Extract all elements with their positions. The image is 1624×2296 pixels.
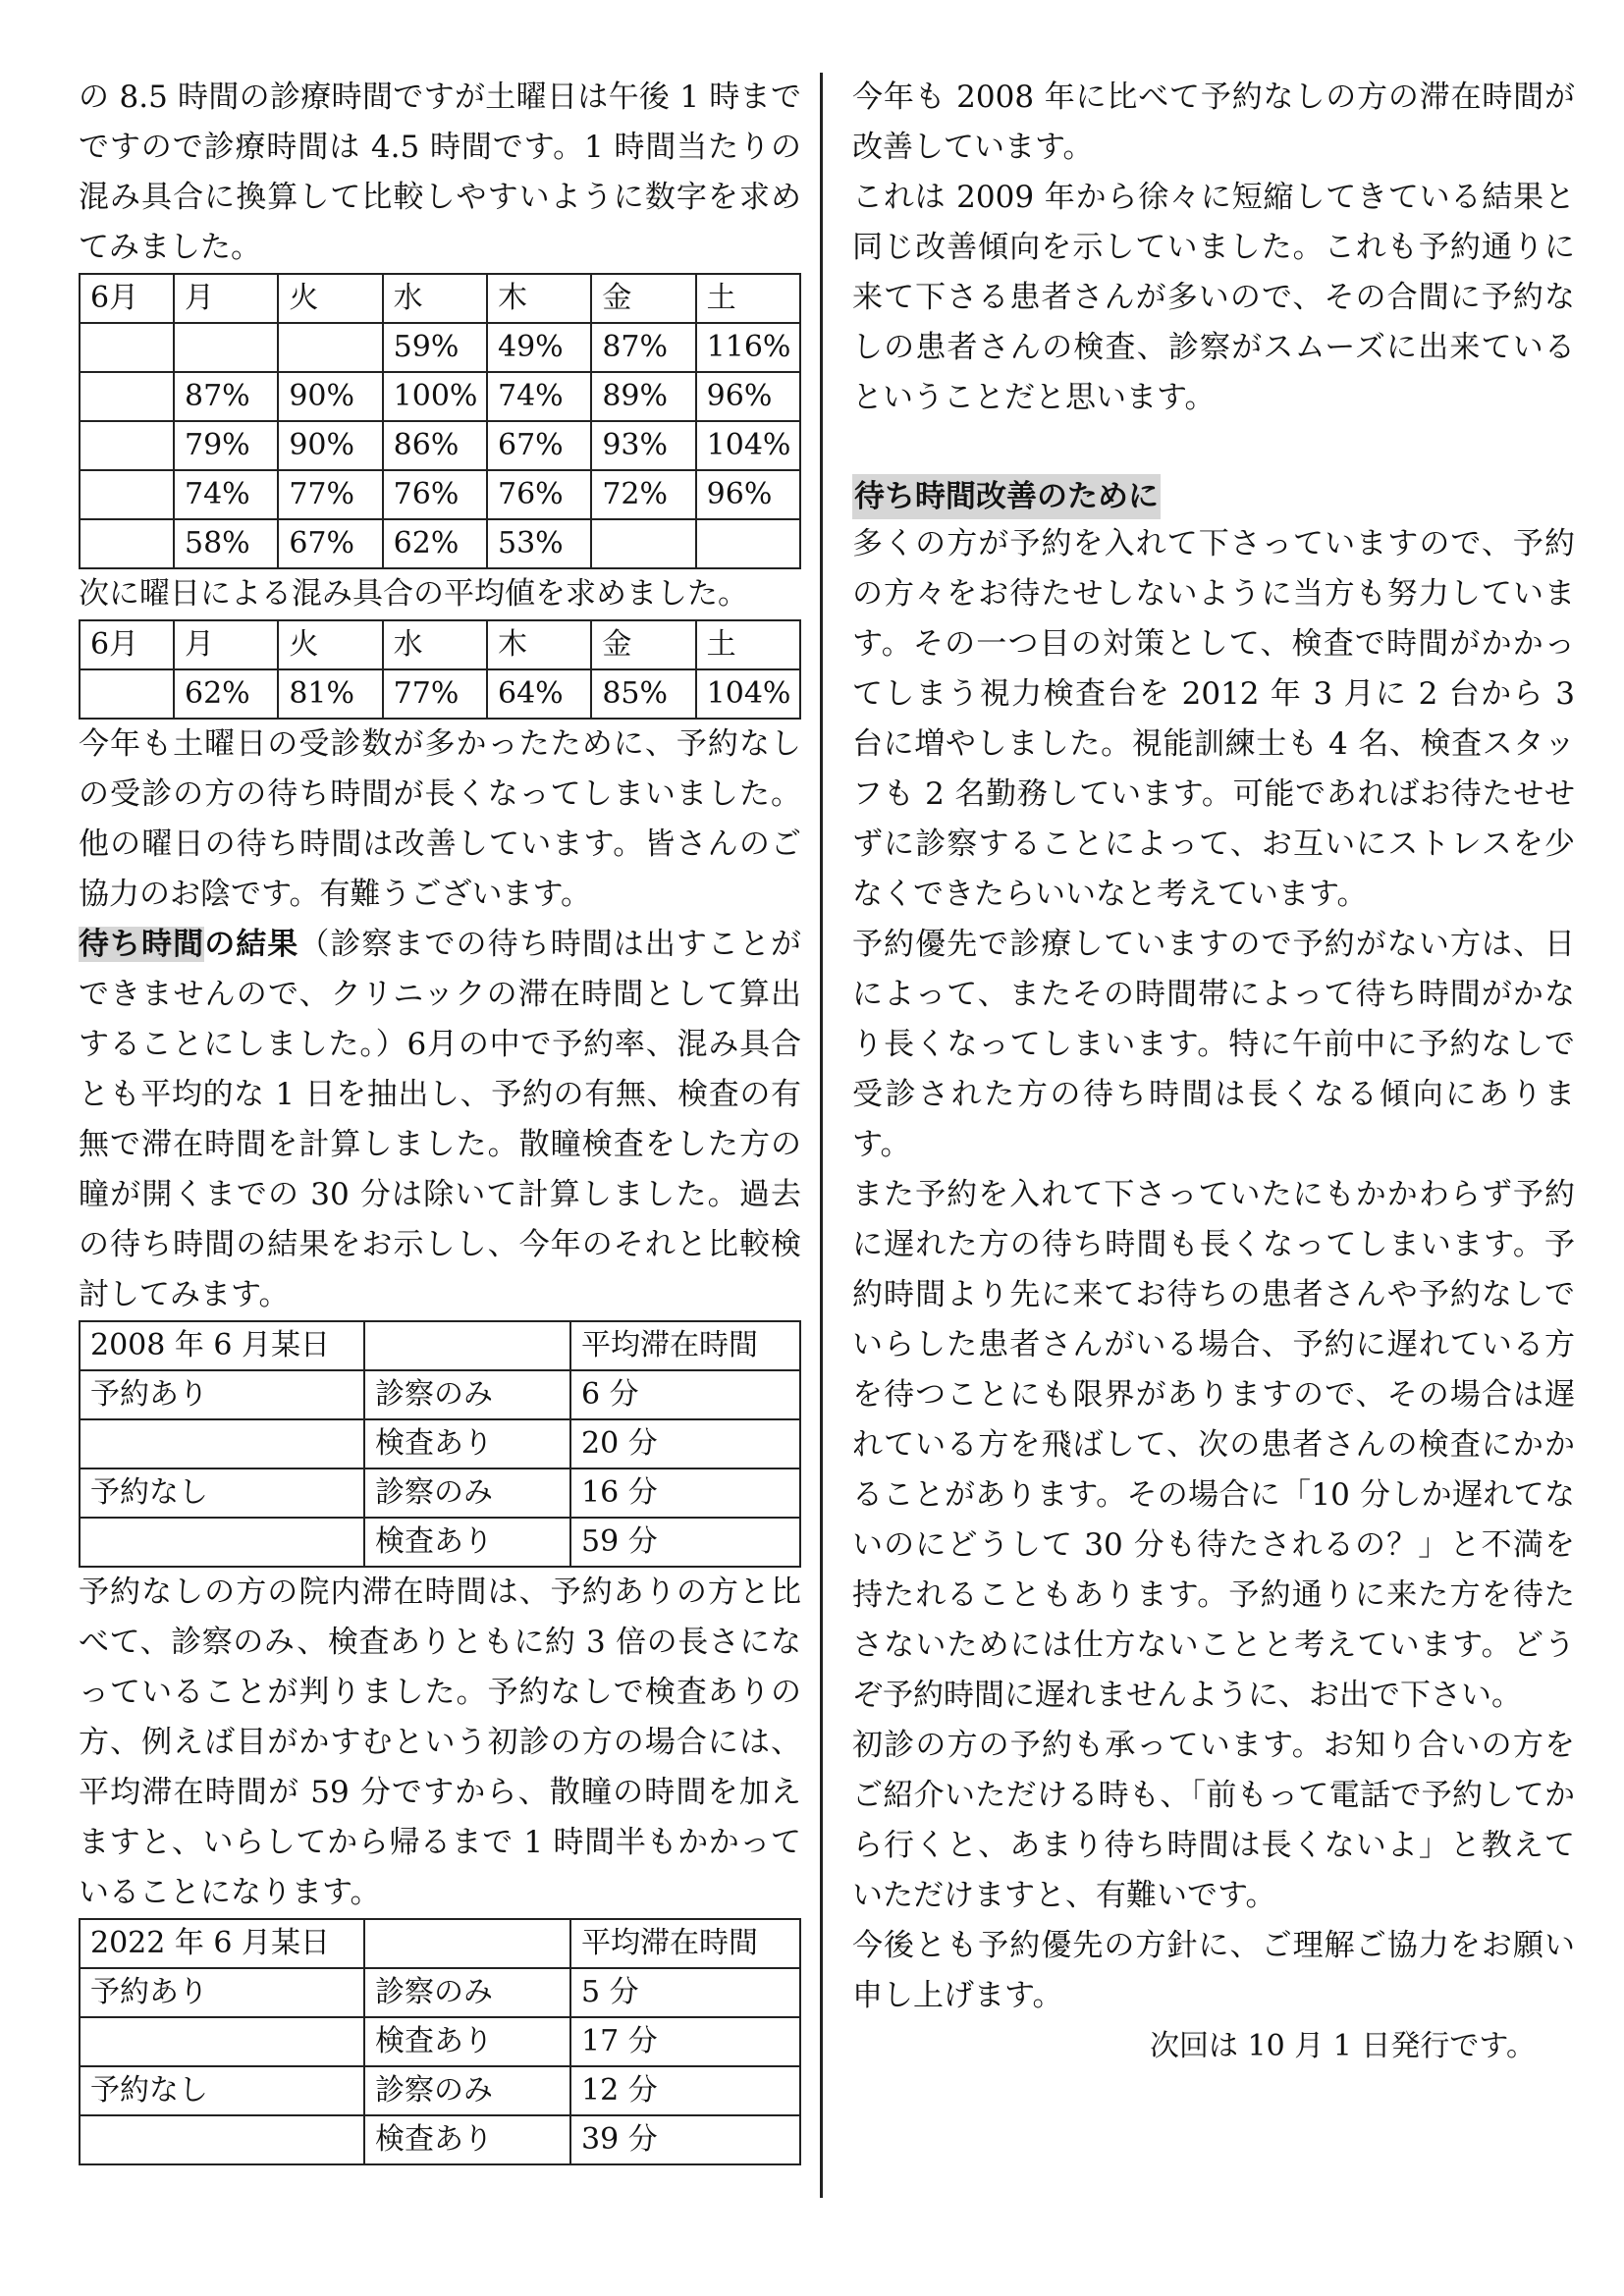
table-cell: 20 分 [570, 1419, 800, 1468]
table-cell: 水 [383, 274, 487, 323]
table-cell: 87% [174, 372, 278, 421]
table-cell: 96% [696, 470, 800, 519]
table-cell: 木 [487, 274, 591, 323]
congestion-table [79, 273, 801, 569]
intro-paragraph: の 8.5 時間の診療時間ですが土曜日は午後 1 時までですので診療時間は 4.5 時間です。1 時間当たりの混み具合に換算して比較しやすいように数字を求めてみました。 [79, 80, 801, 265]
table-cell [80, 519, 174, 568]
table-row [80, 669, 800, 719]
table-cell: 6月 [80, 620, 174, 669]
table-cell [80, 669, 174, 719]
table-cell [80, 421, 174, 470]
table-cell: 79% [174, 421, 278, 470]
table-cell: 39 分 [570, 2115, 800, 2164]
table-cell: 90% [278, 372, 382, 421]
table-cell: 86% [383, 421, 487, 470]
table-row [80, 2115, 800, 2164]
table-cell: 金 [591, 620, 695, 669]
table-cell: 検査あり [364, 2115, 570, 2164]
table-cell: 5 分 [570, 1968, 800, 2017]
average-table [79, 619, 801, 720]
table-cell: 59 分 [570, 1518, 800, 1567]
table-cell: 17 分 [570, 2017, 800, 2066]
table-cell: 62% [383, 519, 487, 568]
table-2008 [79, 1320, 801, 1568]
table-cell: 74% [174, 470, 278, 519]
table-cell: 77% [278, 470, 382, 519]
table-row [80, 323, 800, 372]
table-cell [80, 2017, 364, 2066]
table-cell: 87% [591, 323, 695, 372]
right-paragraph-7: 今後とも予約優先の方針に、ご理解ご協力をお願い申し上げます。 [852, 1928, 1575, 2013]
saturday-paragraph: 今年も土曜日の受診数が多かったために、予約なしの受診の方の待ち時間が長くなってしまいました。他の曜日の待ち時間は改善しています。皆さんのご協力のお陰です。有難うございます。 [79, 726, 801, 912]
next-issue-note: 次回は 10 月 1 日発行です。 [1149, 2029, 1536, 2063]
table-cell: 月 [174, 274, 278, 323]
table-cell: 53% [487, 519, 591, 568]
table-cell: 104% [696, 669, 800, 719]
table-cell: 100% [383, 372, 487, 421]
table-cell [174, 323, 278, 372]
table-cell: 89% [591, 372, 695, 421]
table-cell: 96% [696, 372, 800, 421]
section-heading-text: 待ち時間改善のために [852, 474, 1161, 519]
table-cell: 土 [696, 274, 800, 323]
table-cell [364, 1321, 570, 1370]
table-cell: 検査あり [364, 1518, 570, 1567]
right-paragraph-3: 多くの方が予約を入れて下さっていますので、予約の方々をお待たせしないように当方も努力しています。その一つ目の対策として、検査で時間がかかってしまう視力検査台を 2012 年 3 月に 2 台から 3 台に増やしました。視能訓練士も 4 名、検査スタッフも 2 名勤務しています。可能であればお待たせせずに診察することによって、お互いにストレスを少なくできたらいいなと考えています。 [852, 526, 1575, 912]
right-paragraph-5: また予約を入れて下さっていたにもかかわらず予約に遅れた方の待ち時間も長くなってしまいます。予約時間より先に来てお待ちの患者さんや予約なしでいらした患者さんがいる場合、予約に遅れている方を待つことにも限界がありますので、その場合は遅れている方を飛ばして、次の患者さんの検査にかかることがあります。その場合に「10 分しか遅れてないのにどうして 30 分も待たされるの？」と不満を持たれることもあります。予約通りに来た方を待たさないためには仕方ないことと考えています。どうぞ予約時間に遅れませんように、お出で下さい。 [852, 1177, 1575, 1713]
table-cell: 16 分 [570, 1468, 800, 1518]
table-cell: 診察のみ [364, 2066, 570, 2115]
right-paragraph-4: 予約優先で診療していますので予約がない方は、日によって、またその時間帯によって待ち時間がかなり長くなってしまいます。特に午前中に予約なしで受診された方の待ち時間は長くなる傾向にあります。 [852, 927, 1575, 1162]
table-cell: 64% [487, 669, 591, 719]
wait-result-text: （診察までの待ち時間は出すことができませんので、クリニックの滞在時間として算出することにしました。）6月の中で予約率、混み具合とも平均的な 1 日を抽出し、予約の有無、検査の有無で滞在時間を計算しました。散瞳検査をした方の瞳が開くまでの 30 分は除いて計算しました。過去の待ち時間の結果をお示しし、今年のそれと比較検討してみます。 [79, 927, 802, 1312]
table-cell: 49% [487, 323, 591, 372]
table-cell: 72% [591, 470, 695, 519]
table-cell [80, 1419, 364, 1468]
table-cell: 診察のみ [364, 1968, 570, 2017]
wait-result-highlight: 待ち時間 [79, 927, 205, 962]
table-cell: 6月 [80, 274, 174, 323]
table-header-row [80, 620, 800, 669]
table-row [80, 2017, 800, 2066]
table-header-row [80, 1321, 800, 1370]
table-cell: 2022 年 6 月某日 [80, 1919, 364, 1968]
table-cell [696, 519, 800, 568]
table-cell: 93% [591, 421, 695, 470]
table-header-row [80, 274, 800, 323]
table-cell: 診察のみ [364, 1468, 570, 1518]
table-cell: 火 [278, 274, 382, 323]
table-cell: 67% [278, 519, 382, 568]
table-cell [80, 323, 174, 372]
table-row [80, 1419, 800, 1468]
table-cell [80, 372, 174, 421]
table-cell: 67% [487, 421, 591, 470]
table-cell [80, 1518, 364, 1567]
table-cell [80, 2115, 364, 2164]
right-paragraph-1: 今年も 2008 年に比べて予約なしの方の滞在時間が改善しています。 [852, 80, 1575, 165]
table-cell: 62% [174, 669, 278, 719]
table-cell: 金 [591, 274, 695, 323]
table-row [80, 372, 800, 421]
table-cell: 平均滞在時間 [570, 1321, 800, 1370]
table-cell: 116% [696, 323, 800, 372]
table-cell: 平均滞在時間 [570, 1919, 800, 1968]
table-cell: 59% [383, 323, 487, 372]
table-header-row [80, 1919, 800, 1968]
table-cell: 77% [383, 669, 487, 719]
table-cell: 76% [487, 470, 591, 519]
table-row [80, 1468, 800, 1518]
table-cell: 月 [174, 620, 278, 669]
table-cell: 木 [487, 620, 591, 669]
compare-paragraph: 予約なしの方の院内滞在時間は、予約ありの方と比べて、診察のみ、検査ありともに約 3 倍の長さになっていることが判りました。予約なしで検査ありの方、例えば目がかすむという初診の方の場合には、平均滞在時間が 59 分ですから、散瞳の時間を加えますと、いらしてから帰るまで 1 時間半もかかっていることになります。 [79, 1575, 801, 1910]
table-cell: 90% [278, 421, 382, 470]
table-cell: 74% [487, 372, 591, 421]
table-cell [591, 519, 695, 568]
table-cell: 土 [696, 620, 800, 669]
right-column [852, 73, 1575, 2071]
table-row [80, 1968, 800, 2017]
table-row [80, 2066, 800, 2115]
table-cell: 診察のみ [364, 1370, 570, 1419]
table-cell: 81% [278, 669, 382, 719]
section-heading [852, 474, 1575, 519]
table-cell: 予約なし [80, 1468, 364, 1518]
table-row [80, 519, 800, 568]
table-cell: 58% [174, 519, 278, 568]
average-intro: 次に曜日による混み具合の平均値を求めました。 [79, 576, 748, 612]
table-cell: 12 分 [570, 2066, 800, 2115]
table-row [80, 1370, 800, 1419]
table-cell [278, 323, 382, 372]
table-cell: 予約あり [80, 1370, 364, 1419]
table-row [80, 1518, 800, 1567]
table-cell: 火 [278, 620, 382, 669]
table-cell: 6 分 [570, 1370, 800, 1419]
table-cell: 予約あり [80, 1968, 364, 2017]
wait-result-bold: の結果 [204, 927, 299, 962]
table-cell: 検査あり [364, 2017, 570, 2066]
table-2022 [79, 1918, 801, 2165]
table-cell [80, 470, 174, 519]
table-cell [364, 1919, 570, 1968]
right-paragraph-6: 初診の方の予約も承っています。お知り合いの方をご紹介いただける時も、「前もって電話で予約してから行くと、あまり待ち時間は長くないよ」と教えていただけますと、有難いです。 [852, 1728, 1575, 1913]
wait-result-paragraph [79, 920, 801, 1320]
table-cell: 76% [383, 470, 487, 519]
table-cell: 85% [591, 669, 695, 719]
table-cell: 104% [696, 421, 800, 470]
right-paragraph-2: これは 2009 年から徐々に短縮してきている結果と同じ改善傾向を示していました。これも予約通りに来て下さる患者さんが多いので、その合間に予約なしの患者さんの検査、診察がスムーズに出来ているということだと思います。 [852, 180, 1575, 415]
left-column [79, 73, 801, 2165]
column-divider [820, 73, 823, 2198]
table-cell: 予約なし [80, 2066, 364, 2115]
table-cell: 2008 年 6 月某日 [80, 1321, 364, 1370]
table-cell: 検査あり [364, 1419, 570, 1468]
table-cell: 水 [383, 620, 487, 669]
table-row [80, 421, 800, 470]
table-row [80, 470, 800, 519]
